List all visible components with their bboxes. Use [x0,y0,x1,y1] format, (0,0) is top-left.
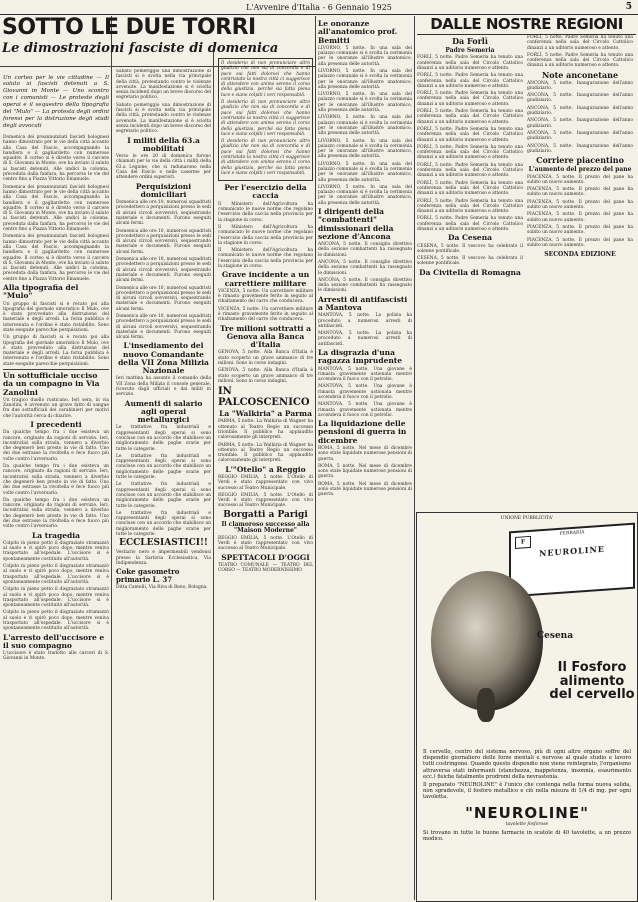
article-text: PARMA, 5 notte. La Walkiria di Wagner ha ottenuto al Teatro Regio un successo trionfale. Il pubblico ha applaudito calorosamente gli interpreti. [218,419,313,441]
ad-heading-ecclesiastici: ECCLESIASTICI!! [119,538,208,549]
ad-paragraph: Il preparato "NEUROLINE" è l'unico che contenga nella forma nuova solida, non sgradevole, il fosforo metallico e ciò nella misura di 1/4 di mg. per ogni tavoletta. [423,782,631,801]
article-text: Domenica alle ore 10, numerosi squadristi procedettero a perquisizioni presso le sedi di alcuni circoli sovversivi, sequestrando materiale e documenti. Furono eseguiti alcuni fermi. [116,285,211,312]
article-heading: Tre milioni sottratti a Genova alla Banca d'Italia [220,323,311,350]
ad-heading-coke: Coke gasometro primario L. 37 [116,567,180,584]
column-4 [318,18,412,900]
article-text: PIACENZA, 5 notte. Il prezzo del pane ha subito un nuovo aumento. [527,187,633,198]
subhead-dimostrazioni: Le dimostrazioni fasciste di domenica [2,41,279,56]
article-text: Un gruppo di fascisti si è recato poi alla tipografia del giornale umoristico Il Mulo, ove è stato provveduto alla distruzione del materiale e degli arredi. La forza pubblica è intervenuta e l'ordine è stato ristabilito. Sono state eseguite parecchie perquisizioni. [3,301,109,333]
ad-body [423,749,631,844]
article-heading: Perquisizioni domiciliari [135,181,192,199]
masthead-title: L'Avvenire d'Italia - 6 Gennaio 1925 [246,2,392,12]
ad-paragraph: Il cervello, centro del sistema nervoso, più di ogni altro organo soffre del dispendio giornaliero delle forze mentali e nervose al quale studio e lavoro tutti costringono. Quando questo dispendio non viene reintegrato, l'organismo attraversa stati infermanti (stanchezza, inappetenza, insonnia, esaurimento ecc.) fisiche fatalmente prodromi della nevrastenia. [423,749,631,780]
article-text: LIVORNO, 5 notte. In una sala del palazzo comunale si è svolta la cerimonia per le onoranze all'illustre anatomico, alla presenza delle autorità. [318,138,412,160]
article-heading: Da Cesena [447,233,493,243]
article-text: Un gruppo di fascisti si è recato poi alla tipografia del giornale umoristico Il Mulo, ove è stato provveduto alla distruzione del materiale e degli arredi. La forza pubblica è intervenuta e l'ordine è stato ristabilito. Sono state eseguite parecchie perquisizioni. [3,335,109,367]
section-heading-palcoscenico: IN PALCOSCENICO [218,386,310,409]
article-heading: Per l'esercizio della caccia [224,183,307,201]
article-text: FORLÌ, 5 notte. Padre Semeria ha tenuto una conferenza nella sala del Circolo Cattolico dinanzi a un uditorio numeroso e attento. [417,162,523,179]
column-1 [3,69,109,900]
column-rule [414,16,415,900]
masthead [0,0,638,15]
article-heading: Le onoranze all'anatomico prof. Bemitti [318,19,398,45]
article-text: LIVORNO, 5 notte. In una sala del palazzo comunale si è svolta la cerimonia per le onoranze all'illustre anatomico, alla presenza delle autorità. [318,68,412,90]
article-text: ROMA, 5 notte. Nel mese di dicembre sono state liquidate numerose pensioni di guerra. [318,445,412,462]
article-text: Da qualche tempo fra i due esisteva un rancore, originato da ragioni di servizio. Ieri, incontratisi sulla strada, vennero a diverbio che degenerò ben presto in vie di fatto. Uno dei due estrasse la rivoltella e fece fuoco più volte contro l'avversario. [3,497,109,530]
article-text: ANCONA, 5 notte. Inaugurazione dell'anno giudiziario. [527,105,633,117]
column-rule [111,16,112,900]
article-heading: L'"Otello" a Reggio [225,464,306,474]
article-heading: L'arresto dell'uccisore e il suo compagno [3,632,105,650]
edition-label: SECONDA EDIZIONE [544,251,616,259]
article-text: REGGIO EMILIA, 5 notte. L'Otello di Verdi è stato rappresentato con vivo successo al Teatro Municipale. [218,535,313,552]
article-heading: Alla tipografia del "Mulo" [3,283,79,301]
article-text: VICENZA, 5 notte. Un carrettiere militare è rimasto gravemente ferito in seguito al ribaltamento del carro che conduceva. [218,288,313,305]
article-text: FORLÌ, 5 notte. Padre Semeria ha tenuto una conferenza nella sala del Circolo Cattolico dinanzi a un uditorio numeroso e attento. [417,55,523,71]
column-rule [315,16,316,900]
article-text: MANTOVA, 5 notte. Una giovane è rimasta gravemente ustionata mentre accendeva il fuoco con il petrolio. [318,366,412,383]
page-number: 5 [625,2,632,12]
article-text: Il Ministero dell'Agricoltura ha comunicato le nuove norme che regolano l'esercizio della caccia nella provincia per la stagione in corso. [218,201,313,223]
article-heading: La liquidazione delle pensioni di guerra in dicembre [318,419,407,445]
article-text: PARMA, 5 notte. La Walkiria di Wagner ha ottenuto al Teatro Regio un successo trionfale. Il pubblico ha applaudito calorosamente gli interpreti. [218,442,313,464]
article-text: Le trattative fra industriali e rappresentanti degli operai si sono concluse con un accordo che stabilisce un miglioramento delle paghe orarie per tutte le categorie. [116,510,211,538]
article-text: MANTOVA, 5 notte. La polizia ha proceduto a numerosi arresti di antifascisti. [318,331,412,347]
product-package [509,523,635,598]
article-text: REGGIO EMILIA, 5 notte. L'Otello di Verdi è stato rappresentato con vivo successo al Teatro Municipale. [218,492,313,509]
article-text: Domenica dei preannunziati fascisti bolognesi hanno dimostrato per le vie della città accanto alla Casa del Fascio, accompagnando la bandiera e il gagliardetto con numerose squadre. Il corteo si è diretto verso il carcere di S. Giovanni in Monte, ove ha inviato il saluto ai fascisti detenuti. Alle undici la colonna, preceduta dalla fanfara, ha percorso le vie del centro fino a Piazza Vittorio Emanuele. [3,135,109,183]
article-text: Domenica alle ore 10, numerosi squadristi procedettero a perquisizioni presso le sedi di alcuni circoli sovversivi, sequestrando materiale e documenti. Furono eseguiti alcuni fermi. [116,228,211,255]
brain-stem-illustration [477,688,495,722]
article-heading: I dirigenti della "combattenti" dimissionari della sezione d'Ancona [318,207,394,241]
editorial-box [218,58,313,181]
ad-headline: Il Fosforo alimento del cervello [549,660,635,703]
article-text: FORLÌ, 5 notte. Padre Semeria ha tenuto una conferenza nella sala del Circolo Cattolico dinanzi a un uditorio numeroso e attento. [417,216,523,232]
ad-text: Vestiario nero e impermeabili vendonsi presso la Sartoria Ecclesiastica, Via Indipendenza. [116,550,211,566]
regional-news-left [417,35,523,278]
article-text: Domenica dei preannunziati fascisti bolognesi hanno dimostrato per le vie della città accanto alla Casa del Fascio, accompagnando la bandiera e il gagliardetto con numerose squadre. Il corteo si è diretto verso il carcere di S. Giovanni in Monte, ove ha inviato il saluto ai fascisti detenuti. Alle undici la colonna, preceduta dalla fanfara, ha percorso le vie del centro fino a Piazza Vittorio Emanuele. [3,184,109,233]
article-text: ANCONA, 5 notte. Il consiglio direttivo della sezione combattenti ha rassegnato le dimissioni. [318,242,412,258]
article-text: Domenica alle ore 10, numerosi squadristi procedettero a perquisizioni presso le sedi di alcuni circoli sovversivi, sequestrando materiale e documenti. Furono eseguiti alcuni fermi. [116,257,211,284]
ad-footer: Si trovano in tutte le buone farmacie in scatole di 40 tavolette, a un prezzo modico. [423,829,631,842]
article-text: FORLÌ, 5 notte. Padre Semeria ha tenuto una conferenza nella sala del Circolo Cattolico dinanzi a un uditorio numeroso e attento. [417,73,523,89]
article-text: Il Ministero dell'Agricoltura ha comunicato le nuove norme che regolano l'esercizio della caccia nella provincia per la stagione in corso. [218,248,313,269]
article-text: L'uccisore è stato tradotto alle carceri di S. Giovanni in Monte. [3,651,109,662]
article-text: LIVORNO, 5 notte. In una sala del palazzo comunale si è svolta la cerimonia per le onoranze all'illustre anatomico, alla presenza delle autorità. [318,45,412,67]
column-3 [218,58,313,900]
article-heading: Arresti di antifascisti a Mantova [318,294,408,312]
article-text: PIACENZA, 5 notte. Il prezzo del pane ha subito un nuovo aumento. [527,174,633,185]
article-text: FORLÌ, 5 notte. Padre Semeria ha tenuto una conferenza nella sala del Circolo Cattolico dinanzi a un uditorio numeroso e attento. [417,109,523,125]
headline-sotto-le-due-torri: SOTTO LE DUE TORRI [2,17,256,40]
article-heading: SPETTACOLI D'OGGI [221,552,310,562]
column-5 [417,17,636,507]
article-heading: I militi della 63.a mobilitati [127,135,200,153]
article-text: Da qualche tempo fra i due esisteva un rancore, originato da ragioni di servizio. Ieri, incontratisi sulla strada, vennero a diverbio che degenerò ben presto in vie di fatto. Uno dei due estrasse la rivoltella e fece fuoco più volte contro l'avversario. [3,430,109,462]
article-text: ANCONA, 5 notte. Inaugurazione dell'anno giudiziario. [527,118,633,129]
article-text: LIVORNO, 5 notte. In una sala del palazzo comunale si è svolta la cerimonia per le onoranze all'illustre anatomico, alla presenza delle autorità. [318,161,412,183]
article-text: LIVORNO, 5 notte. In una sala del palazzo comunale si è svolta la cerimonia per le onoranze all'illustre anatomico, alla presenza delle autorità. [318,92,412,114]
article-text: GENOVA, 5 notte. Alla Banca d'Italia è stato scoperto un grave ammanco di tre milioni. Sono in corso indagini. [218,368,313,384]
article-text: FORLÌ, 5 notte. Padre Semeria ha tenuto una conferenza nella sala del Circolo Cattolico dinanzi a un uditorio numeroso e attento. [417,144,523,161]
article-text: Le trattative fra industriali e rappresentanti degli operai si sono concluse con un accordo che stabilisce un miglioramento delle paghe orarie per tutte le categorie. [116,425,211,452]
article-text: FORLÌ, 5 notte. Padre Semeria ha tenuto una conferenza nella sala del Circolo Cattolico dinanzi a un uditorio numeroso e attento. [417,91,523,107]
article-heading: Borgatti a Parigi [223,509,308,520]
article-subheading: Il clamoroso successo alla "Maison Moderne" [221,520,310,535]
article-text: REGGIO EMILIA, 5 notte. L'Otello di Verdi è stato rappresentato con vivo successo al Teatro Municipale. [218,474,313,491]
article-heading: Da Forlì [452,36,488,46]
article-text: ANCONA, 5 notte. Inaugurazione dell'anno giudiziario. [527,143,633,154]
article-heading: Note anconetane [541,69,619,80]
lead-summary: Un corteo per le vie cittadine — Il saluto ai fascisti detenuti a S. Giovanni in Monte — Uno scontro con i comunisti — Le proteste degli operai e il sequestro della tipografia del "Mulo" — La protesta degli ordini forensi per la distruzione degli studi degli avvocati [3,74,109,129]
article-text: Colpito in pieno petto il disgraziato stramazzò al suolo e vi spirò poco dopo, mentre veniva trasportato all'ospedale. L'uccisore si è spontaneamente costituito all'autorità. [3,564,109,585]
regional-news [417,35,636,278]
article-heading: L'insediamento del nuovo Comandante della VII Zona Milizia Nazionale [118,341,209,376]
article-text: ANCONA, 5 notte. Inaugurazione dell'anno giudiziario. [527,80,633,91]
article-heading: Corriere piacentino [536,155,624,166]
article-text: TEATRO COMUNALE — TEATRO DEL CORSO — TEATRO MODERNISSIMO [218,562,313,574]
article-heading: Grave incidente a un carrettiere militare [221,270,310,288]
article-text: FORLÌ, 5 notte. Padre Semeria ha tenuto una conferenza nella sala del Circolo Cattolico dinanzi a un uditorio numeroso e attento. [417,126,523,143]
ad-text: Ditta Cantelli, Via Riva di Reno, Bologna. [116,584,208,590]
article-text: GENOVA, 5 notte. Alla Banca d'Italia è stato scoperto un grave ammanco di tre milioni. Sono in corso indagini. [218,350,313,366]
article-text: LIVORNO, 5 notte. In una sala del palazzo comunale si è svolta la cerimonia per le onoranze all'illustre anatomico, alla presenza delle autorità. [318,115,412,137]
article-text: ROMA, 5 notte. Nel mese di dicembre sono state liquidate numerose pensioni di guerra. [318,481,412,498]
article-text: Sabato pomeriggio una dimostrazione di fascisti si è svolta nella via principale della città, protestando contro le violenze avvenute. La manifestazione si è sciolta senza incidenti dopo un breve discorso del segretario politico. [116,69,211,101]
article-heading: Aumenti di salario agli operai metallurgici [124,398,203,425]
article-text: Colpito in pieno petto il disgraziato stramazzò al suolo e vi spirò poco dopo, mentre veniva trasportato all'ospedale. L'uccisore si è spontaneamente costituito all'autorità. [3,587,109,609]
column-rule [213,52,214,900]
article-text: Da qualche tempo fra i due esisteva un rancore, originato da ragioni di servizio. Ieri, incontratisi sulla strada, vennero a diverbio che degenerò ben presto in vie di fatto. Uno dei due estrasse la rivoltella e fece fuoco più volte contro l'avversario. [3,464,109,496]
article-heading: La disgrazia d'una ragazza imprudente [318,348,403,366]
article-heading: Da Civitella di Romagna [419,267,521,277]
article-text: Verso le ore 20 di domenica furono chiamati per le vie della città i militi della 63.a Legione, che si radunarono nella Casa del Fascio e nelle caserme per attendere ordini superiori. [116,154,211,181]
package-tag: F [515,536,531,549]
article-text: FORLÌ, 5 notte. Padre Semeria ha tenuto una conferenza nella sala del Circolo Cattolico dinanzi a un uditorio numeroso e attento. [527,52,633,69]
editorial-text: Il desiderio di non pronunciare altro giudizio che non sia di concordia e di pace sui fatti dolorosi che hanno contristato la nostra città ci suggerisce di attendere con animo sereno il corso della giustizia, perché sia fatta piena luce e siano colpiti i veri responsabili. [221,139,310,176]
article-text: Le trattative fra industriali e rappresentanti degli operai si sono concluse con un accordo che stabilisce un miglioramento delle paghe orarie per tutte le categorie. [116,482,211,509]
article-text: Domenica alle ore 10, numerosi squadristi procedettero a perquisizioni presso le sedi di alcuni circoli sovversivi, sequestrando materiale e documenti. Furono eseguiti alcuni fermi. [116,200,211,227]
article-text: VICENZA, 5 notte. Un carrettiere militare è rimasto gravemente ferito in seguito al ribaltamento del carro che conduceva. [218,306,313,323]
article-text: PIACENZA, 5 notte. Il prezzo del pane ha subito un nuovo aumento. [527,224,633,236]
neuroline-advertisement [416,512,638,902]
article-text: ANCONA, 5 notte. Il consiglio direttivo della sezione combattenti ha rassegnato le dimissioni. [318,277,412,294]
article-text: Colpito in pieno petto il disgraziato stramazzò al suolo e vi spirò poco dopo, mentre veniva trasportato all'ospedale. L'uccisore si è spontaneamente costituito all'autorità. [3,540,109,562]
section-divider [3,369,109,370]
article-text: Sabato pomeriggio una dimostrazione di fascisti si è svolta nella via principale della città, protestando contro le violenze avvenute. La manifestazione si è sciolta senza incidenti dopo un breve discorso del segretario politico. [116,102,211,135]
article-text: CESENA, 5 notte. Il vescovo ha celebrato il solenne pontificale. [417,243,523,254]
article-heading: La "Walkiria" a Parma [219,409,312,419]
article-text: FORLÌ, 5 notte. Padre Semeria ha tenuto una conferenza nella sala del Circolo Cattolico dinanzi a un uditorio numeroso e attento. [527,35,633,51]
article-text: LIVORNO, 5 notte. In una sala del palazzo comunale si è svolta la cerimonia per le onoranze all'illustre anatomico, alla presenza delle autorità. [318,184,412,206]
article-subheading: I precedenti [30,420,82,430]
article-heading: Un sottufficiale ucciso da un compagno in Via Zanolini [3,371,100,397]
article-text: CESENA, 5 notte. Il vescovo ha celebrato il solenne pontificale. [417,256,523,267]
article-text: FORLÌ, 5 notte. Padre Semeria ha tenuto una conferenza nella sala del Circolo Cattolico dinanzi a un uditorio numeroso e attento. [417,198,523,215]
editorial-text: Il desiderio di non pronunciare altro giudizio che non sia di concordia e di pace sui fatti dolorosi che hanno contristato la nostra città ci suggerisce di attendere con animo sereno il corso della giustizia, perché sia fatta piena luce e siano colpiti i veri responsabili. [221,100,310,137]
editorial-text: Il desiderio di non pronunciare altro giudizio che non sia di concordia e di pace sui fatti dolorosi che hanno contristato la nostra città ci suggerisce di attendere con animo sereno il corso della giustizia, perché sia fatta piena luce e siano colpiti i veri responsabili. [221,61,310,98]
article-text: MANTOVA, 5 notte. Una giovane è rimasta gravemente ustionata mentre accendeva il fuoco con il petrolio. [318,402,412,418]
article-text: PIACENZA, 5 notte. Il prezzo del pane ha subito un nuovo aumento. [527,199,633,211]
ad-city-label: Cesena [537,631,574,641]
article-text: Domenica alle ore 10, numerosi squadristi procedettero a perquisizioni presso le sedi di alcuni circoli sovversivi, sequestrando materiale e documenti. Furono eseguiti alcuni fermi. [116,313,211,341]
article-text: FORLÌ, 5 notte. Padre Semeria ha tenuto una conferenza nella sala del Circolo Cattolico dinanzi a un uditorio numeroso e attento. [417,180,523,197]
article-text: Un tragico duello rusticano. Ieri sera, in via Zanolini, è avvenuto un grave fatto di sangue fra due sottufficiali dei carabinieri per motivi che l'autorità cerca di chiarire. [3,397,109,419]
article-text: PIACENZA, 5 notte. Il prezzo del pane ha subito un nuovo aumento. [527,212,633,223]
package-brand: FERRARIA [559,530,585,537]
article-text: Colpito in pieno petto il disgraziato stramazzò al suolo e vi spirò poco dopo, mentre veniva trasportato all'ospedale. L'uccisore si è spontaneamente costituito all'autorità. [3,610,109,632]
package-name: NEUROLINE [539,543,605,559]
regional-news-right [527,35,633,278]
column-2 [116,69,211,900]
article-text: ANCONA, 5 notte. Inaugurazione dell'anno giudiziario. [527,93,633,104]
ad-brand-name: "NEUROLINE" [465,803,589,822]
article-text: Le trattative fra industriali e rappresentanti degli operai si sono concluse con un accordo che stabilisce un miglioramento delle paghe orarie per tutte le categorie. [116,453,211,481]
article-text: ROMA, 5 notte. Nel mese di dicembre sono state liquidate numerose pensioni di guerra. [318,463,412,480]
article-text: ANCONA, 5 notte. Inaugurazione dell'anno giudiziario. [527,130,633,142]
headline-dalle-nostre-regioni: DALLE NOSTRE REGIONI [417,17,636,35]
article-subheading: L'aumento del prezzo del pane [528,165,632,173]
article-text: Il Ministero dell'Agricoltura ha comunicato le nuove norme che regolano l'esercizio della caccia nella provincia per la stagione in corso. [218,224,313,246]
article-subheading: Padre Semeria [445,46,495,54]
article-text: ANCONA, 5 notte. Il consiglio direttivo della sezione combattenti ha rassegnato le dimissioni. [318,259,412,276]
ad-brand-subtitle: tavolette fosforose [505,821,549,827]
article-text: Ieri mattina ha assunto il comando della VII Zona della Milizia il console generale, ricevuto dagli ufficiali e dai militi in servizio. [116,376,211,398]
article-text: MANTOVA, 5 notte. Una giovane è rimasta gravemente ustionata mentre accendeva il fuoco con il petrolio. [318,384,412,400]
ad-agency-label: UNIONE PUBBLICITA' [500,516,554,521]
article-text: MANTOVA, 5 notte. La polizia ha proceduto a numerosi arresti di antifascisti. [318,313,412,329]
article-text: PIACENZA, 5 notte. Il prezzo del pane ha subito un nuovo aumento. [527,237,633,248]
article-text: Domenica dei preannunziati fascisti bolognesi hanno dimostrato per le vie della città accanto alla Casa del Fascio, accompagnando la bandiera e il gagliardetto con numerose squadre. Il corteo si è diretto verso il carcere di S. Giovanni in Monte, ove ha inviato il saluto ai fascisti detenuti. Alle undici la colonna, preceduta dalla fanfara, ha percorso le vie del centro fino a Piazza Vittorio Emanuele. [3,234,109,282]
article-subheading: La tragedia [32,530,80,540]
